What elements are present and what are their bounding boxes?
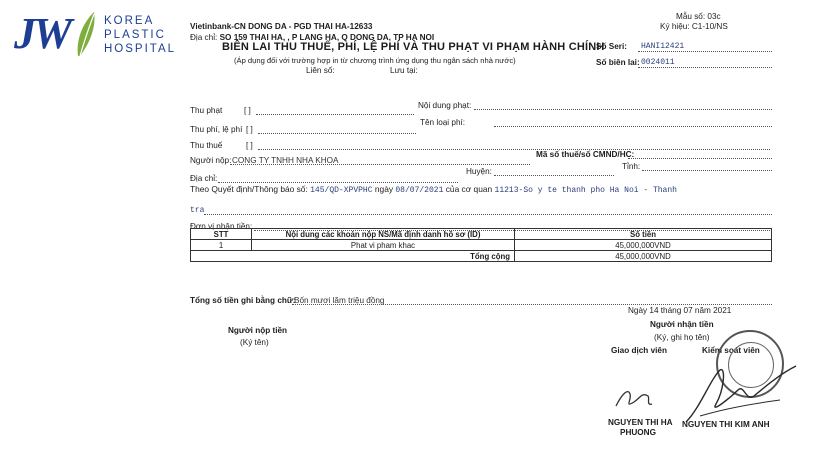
teller-name-line2: PHUONG bbox=[620, 428, 656, 437]
field-tinh: Tỉnh: bbox=[622, 162, 641, 171]
field-dia-chi: Địa chỉ: bbox=[190, 174, 218, 183]
checkbox-thu-thue[interactable]: [ ] bbox=[246, 141, 253, 150]
teller-label: Giao dịch viên bbox=[611, 346, 667, 355]
payment-table bbox=[190, 228, 772, 262]
receipt-number-value: 0024011 bbox=[641, 58, 675, 67]
table-header-row bbox=[191, 229, 772, 240]
copy-label: Liên số: bbox=[306, 66, 335, 75]
decision-line bbox=[190, 184, 677, 195]
decision-number: 145/QD-XPVPHC bbox=[310, 186, 373, 195]
field-thu-thue: Thu thuế bbox=[190, 141, 223, 150]
field-noi-dung-phat: Nội dung phạt: bbox=[418, 101, 472, 110]
bank-name: Vietinbank-CN DONG DA - PGD THAI HA-12633 bbox=[190, 22, 373, 31]
leaf-logo-icon bbox=[74, 10, 100, 58]
address-label: Địa chỉ: bbox=[190, 33, 218, 42]
receipt-title: BIÊN LAI THU THUẾ, PHÍ, LỆ PHÍ VÀ THU PHẠT VI PHẠM HÀNH CHÍNH bbox=[222, 41, 605, 53]
decision-date: 08/07/2021 bbox=[395, 186, 444, 195]
receipt-date: Ngày 14 tháng 07 năm 2021 bbox=[628, 306, 732, 315]
logo-line-2: PLASTIC bbox=[104, 29, 166, 41]
controller-name: NGUYEN THI KIM ANH bbox=[682, 420, 770, 429]
field-ma-so-thue: Mã số thuế/số CMND/HC: bbox=[536, 150, 635, 159]
payer-sign-note: (Ký tên) bbox=[240, 338, 269, 347]
amount-words-value: Bốn mươi lăm triệu đồng bbox=[294, 296, 385, 305]
field-thu-phi: Thu phí, lệ phí bbox=[190, 125, 243, 134]
teller-name-line1: NGUYEN THI HA bbox=[608, 418, 673, 427]
field-nguoi-nop-label: Người nộp: bbox=[190, 156, 232, 165]
storage-label: Lưu tại: bbox=[390, 66, 418, 75]
controller-label: Kiểm soát viên bbox=[702, 346, 760, 355]
cell-stt: 1 bbox=[191, 240, 252, 251]
col-stt: STT bbox=[191, 229, 252, 240]
field-huyen: Huyện: bbox=[466, 167, 492, 176]
receiver-sign-note: (Ký, ghi họ tên) bbox=[654, 333, 710, 342]
amount-words-label: Tổng số tiền ghi bằng chữ: bbox=[190, 296, 296, 305]
payer-label: Người nộp tiền bbox=[228, 326, 288, 335]
agency-value: 11213-So y te thanh pho Ha Noi - Thanh bbox=[494, 186, 677, 195]
teller-signature bbox=[612, 384, 656, 414]
logo-mark: JW bbox=[14, 9, 70, 58]
receipt-number-label: Số biên lai: bbox=[596, 58, 640, 67]
table-total-row bbox=[191, 251, 772, 262]
serial-value: HANI12421 bbox=[641, 42, 685, 51]
agency-label: của cơ quan bbox=[445, 184, 493, 194]
logo-text bbox=[104, 14, 176, 56]
logo-line-3: HOSPITAL bbox=[104, 43, 177, 55]
cell-total-value: 45,000,000VND bbox=[515, 251, 772, 262]
form-number: Mẫu số: 03c bbox=[676, 12, 721, 21]
receipt-subtitle: (Áp dụng đối với trường hợp in từ chương trình ứng dụng thu ngân sách nhà nước) bbox=[234, 56, 516, 65]
cell-total-label: Tổng cộng bbox=[191, 251, 515, 262]
cell-noi-dung: Phat vi pham khac bbox=[252, 240, 515, 251]
logo-line-1: KOREA bbox=[104, 15, 155, 27]
field-nguoi-nop-value: CONG TY TNHH NHA KHOA bbox=[232, 156, 339, 165]
decision-label: Theo Quyết định/Thông báo số: bbox=[190, 184, 308, 194]
cell-so-tien: 45,000,000VND bbox=[515, 240, 772, 251]
col-so-tien: Số tiền bbox=[515, 229, 772, 240]
checkbox-thu-phi[interactable]: [ ] bbox=[246, 125, 253, 134]
agency-value-cont: tra bbox=[190, 206, 205, 215]
field-don-vi-nhan-tien: Đơn vị nhận tiền: bbox=[190, 222, 253, 231]
form-symbol: Ký hiệu: C1-10/NS bbox=[660, 22, 728, 31]
checkbox-thu-phat[interactable]: [ ] bbox=[244, 106, 251, 115]
field-ten-loai-phi: Tên loại phí: bbox=[420, 118, 466, 127]
serial-label: Số Seri: bbox=[596, 42, 627, 51]
receiver-label: Người nhận tiền bbox=[650, 320, 714, 329]
address-value: SO 159 THAI HA, , P LANG HA, Q DONG DA, TP HA NOI bbox=[219, 33, 435, 42]
table-row bbox=[191, 240, 772, 251]
col-noi-dung: Nội dung các khoản nộp NS/Mã định danh hồ sơ (ID) bbox=[252, 229, 515, 240]
decision-date-label: ngày bbox=[374, 184, 394, 194]
field-thu-phat: Thu phạt bbox=[190, 106, 223, 115]
